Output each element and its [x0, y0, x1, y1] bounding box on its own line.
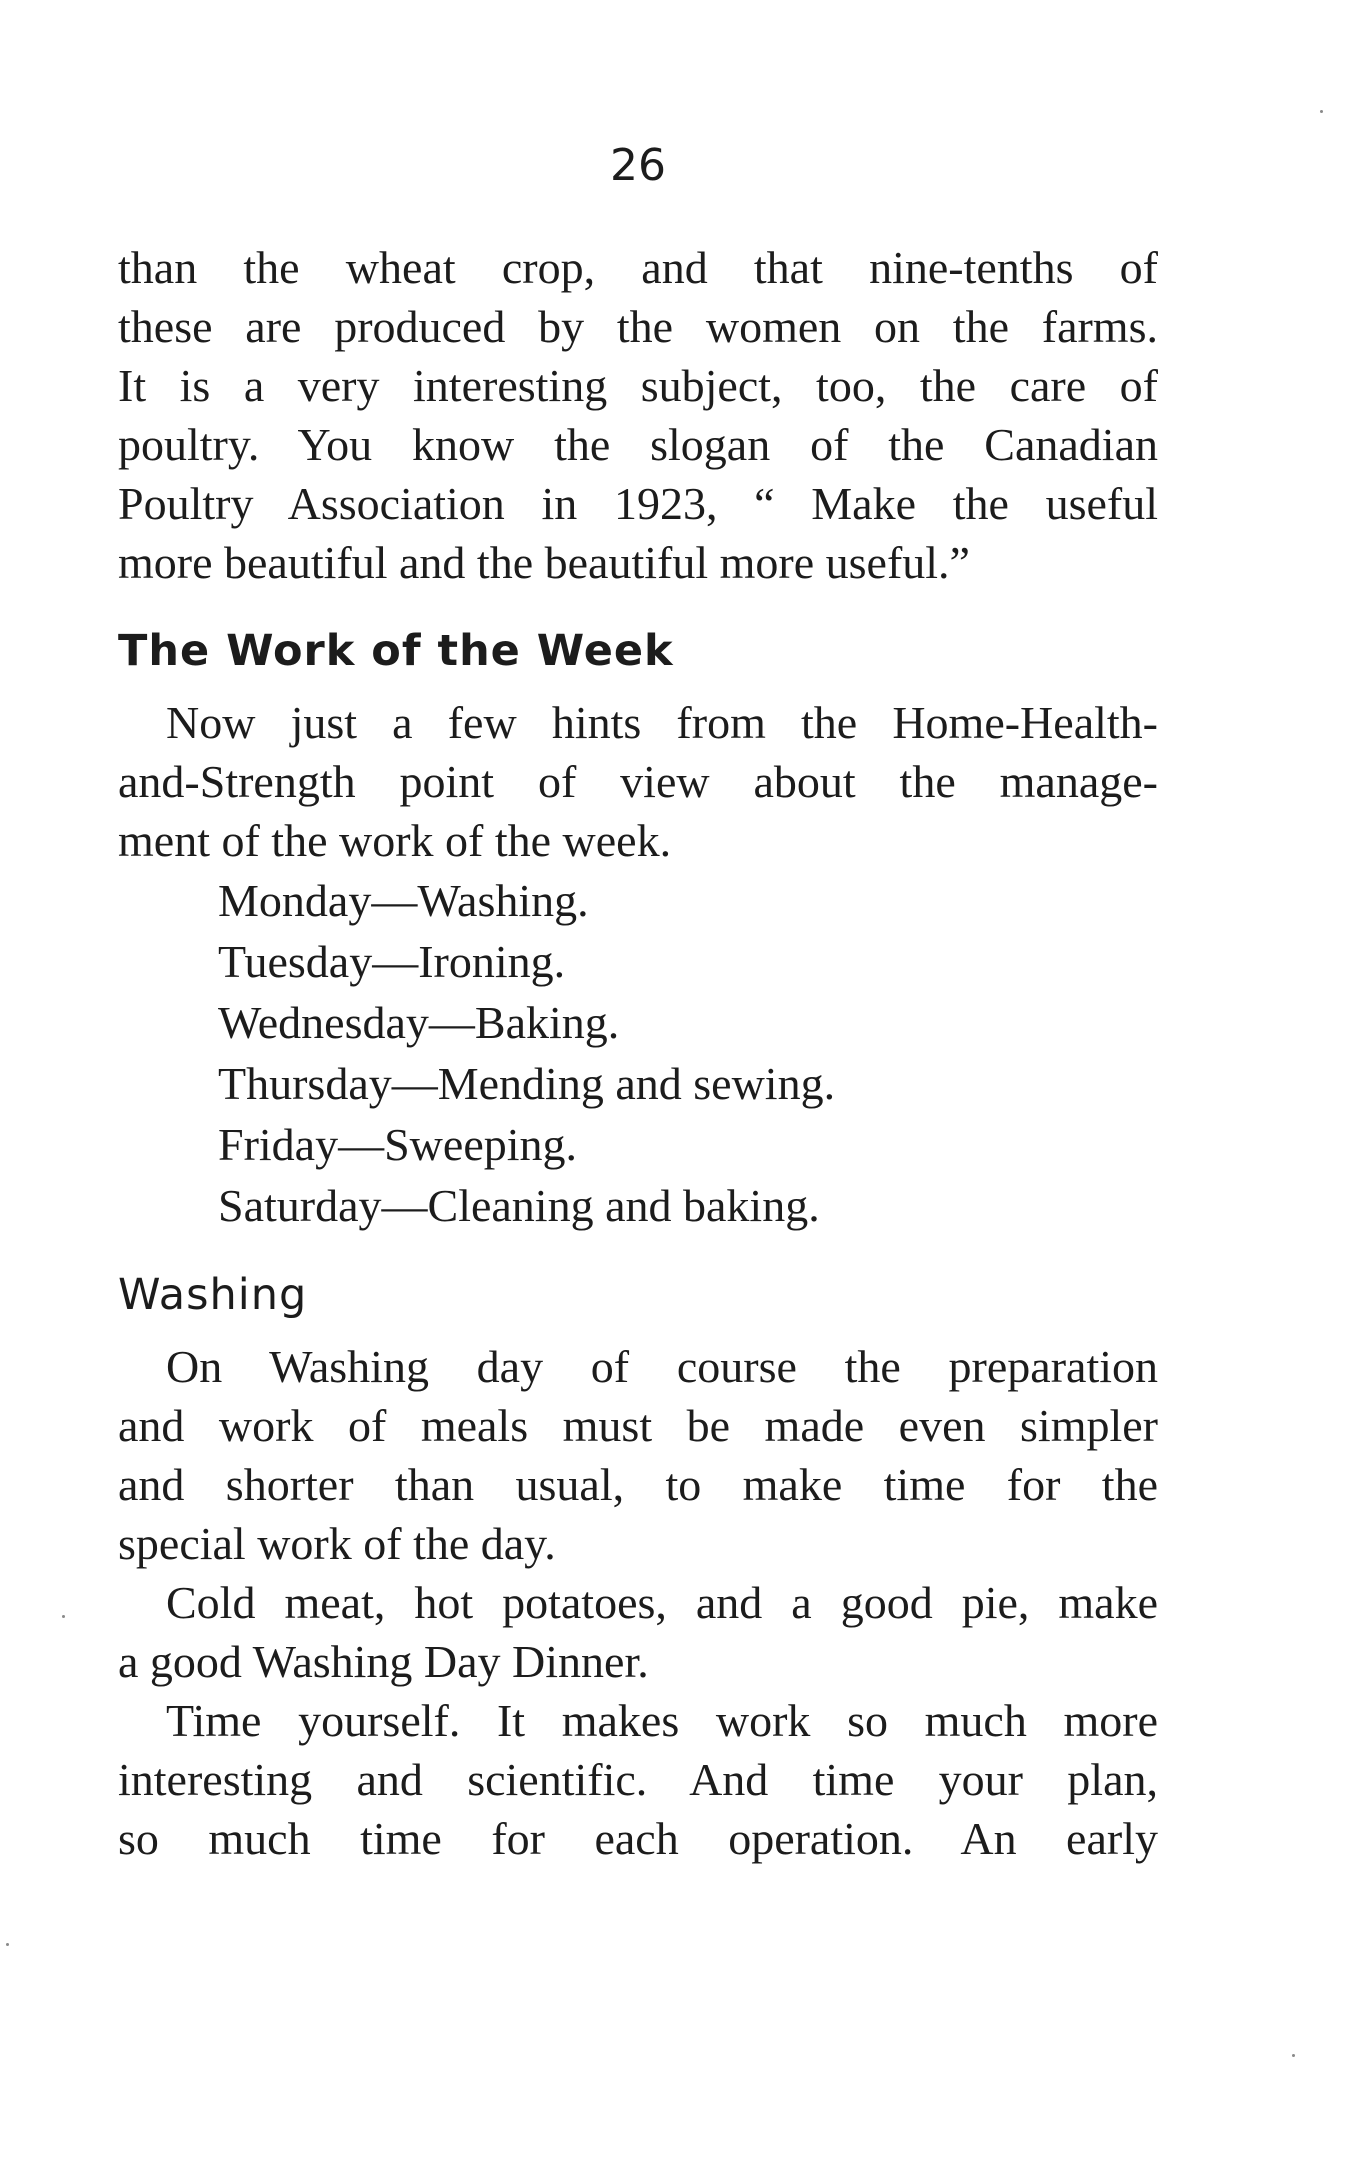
schedule-item-thursday: Thursday—Mending and sewing. — [218, 1058, 836, 1109]
week-intro-paragraph — [118, 693, 1158, 870]
washing-paragraph-2 — [118, 1573, 1158, 1691]
text-line: Now just a few hints from the Home-Health- — [166, 697, 1158, 748]
schedule-item-monday: Monday—Washing. — [218, 875, 589, 926]
schedule-item-tuesday: Tuesday—Ironing. — [218, 936, 566, 987]
page-number: 26 — [610, 140, 666, 191]
text-line: Poultry Association in 1923, “ Make the useful — [118, 478, 1158, 529]
text-line: It is a very interesting subject, too, the care of — [118, 360, 1158, 411]
text-line: Cold meat, hot potatoes, and a good pie, make — [166, 1577, 1158, 1628]
text-line: Time yourself. It makes work so much more — [166, 1695, 1158, 1746]
text-line: than the wheat crop, and that nine-tenths of — [118, 242, 1158, 293]
text-line: special work of the day. — [118, 1518, 556, 1569]
paper-speck — [62, 1615, 65, 1618]
section-heading-work-of-week: The Work of the Week — [118, 626, 674, 676]
page-body — [118, 238, 1158, 1868]
text-line: and shorter than usual, to make time for the — [118, 1459, 1158, 1510]
schedule-item-wednesday: Wednesday—Baking. — [218, 997, 620, 1048]
text-line: so much time for each operation. An early — [118, 1813, 1158, 1864]
text-line: more beautiful and the beautiful more useful.” — [118, 537, 970, 588]
washing-paragraph-3 — [118, 1691, 1158, 1868]
schedule-item-saturday: Saturday—Cleaning and baking. — [218, 1180, 820, 1231]
paper-speck — [1292, 2054, 1295, 2057]
text-line: a good Washing Day Dinner. — [118, 1636, 649, 1687]
section-heading-washing: Washing — [118, 1270, 308, 1320]
schedule-item-friday: Friday—Sweeping. — [218, 1119, 578, 1170]
paper-speck — [6, 1943, 9, 1946]
paper-speck — [1320, 110, 1323, 113]
text-line: and-Strength point of view about the manage- — [118, 756, 1158, 807]
text-line: these are produced by the women on the farms. — [118, 301, 1158, 352]
text-line: On Washing day of course the preparation — [166, 1341, 1158, 1392]
opening-paragraph — [118, 238, 1158, 592]
weekly-schedule-list — [118, 870, 1158, 1236]
text-line: poultry. You know the slogan of the Canadian — [118, 419, 1158, 470]
washing-paragraph-1 — [118, 1337, 1158, 1573]
text-line: ment of the work of the week. — [118, 815, 672, 866]
text-line: and work of meals must be made even simpler — [118, 1400, 1158, 1451]
text-line: interesting and scientific. And time your plan, — [118, 1754, 1158, 1805]
